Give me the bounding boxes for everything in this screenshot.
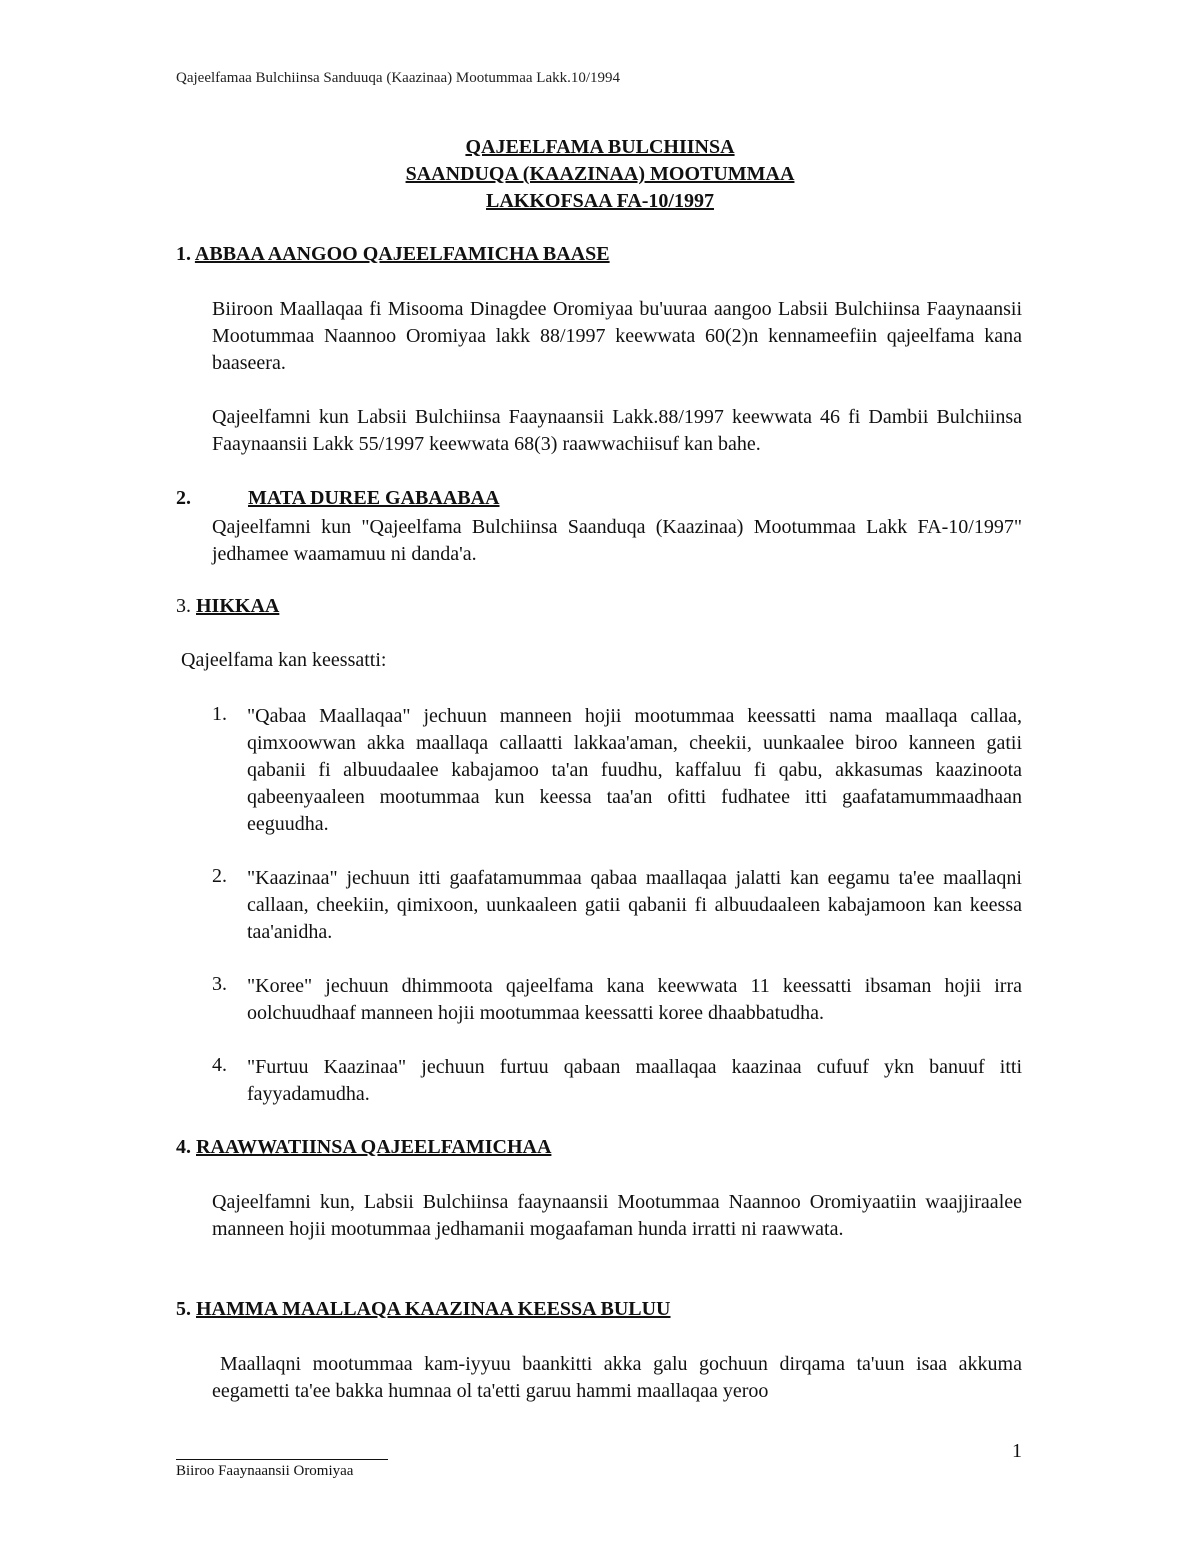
section-1-heading	[176, 243, 610, 266]
list-item-number: 2.	[212, 865, 227, 887]
list-item-number: 4.	[212, 1054, 227, 1076]
document-title-line-2: SAANDUQA (KAAZINAA) MOOTUMMAA	[405, 163, 795, 185]
section-4-paragraph-1: Qajeelfamni kun, Labsii Bulchiinsa faaynaansii Mootummaa Naannoo Oromiyaatiin waajjiraalee manneen hojii mootummaa jedhamanii mogaafaman hunda irratti ni raawwata.	[212, 1191, 1022, 1240]
list-item: "Qabaa Maallaqaa" jechuun manneen hojii mootummaa keessatti nama maallaqa callaa, qimxoowwan akka maallaqa callaatti lakkaa'aman, cheekii, uunkaalee biroo kanneen gatii qabanii fi albuudaalee kabajamoo ta'an fuudhu, kaffaluu fi qabu, akkasumas kaazinoota qabeenyaaleen mootummaa kun keessa taa'an ofitti fudhatee itti gaafatamummaadhaan eeguudha.	[247, 705, 1022, 835]
section-title: HIKKAA	[196, 595, 280, 617]
list-item: "Kaazinaa" jechuun itti gaafatamummaa qabaa maallaqaa jalatti kan eegamu ta'ee maallaqni callaan, cheekiin, qimixoon, uunkaaleen gatii qabanii fi albuudaaleen kabajamoon kan keessa taa'anidha.	[247, 867, 1022, 943]
footer-divider	[176, 1459, 388, 1460]
section-number: 3.	[176, 595, 191, 617]
list-item-number: 3.	[212, 973, 227, 995]
section-1-paragraph-2: Qajeelfamni kun Labsii Bulchiinsa Faaynaansii Lakk.88/1997 keewwata 46 fi Dambii Bulchiinsa Faaynaansii Lakk 55/1997 keewwata 68(3) raawwachiisuf kan bahe.	[212, 406, 1022, 455]
section-2-heading	[176, 487, 500, 510]
section-1-paragraph-1: Biiroon Maallaqaa fi Misooma Dinagdee Oromiyaa bu'uuraa aangoo Labsii Bulchiinsa Faaynaansii Mootummaa Naannoo Oromiyaa lakk 88/1997 keewwata 60(2)n kennameefiin qajeelfama kana baaseera.	[212, 298, 1022, 374]
list-item: "Koree" jechuun dhimmoota qajeelfama kana keewwata 11 keessatti ibsaman hojii irra oolchuudhaaf manneen hojii mootummaa keessatti koree dhaabbatudha.	[247, 975, 1022, 1024]
section-title: RAAWWATIINSA QAJEELFAMICHAA	[196, 1136, 552, 1158]
section-2-paragraph-1: Qajeelfamni kun "Qajeelfama Bulchiinsa Saanduqa (Kaazinaa) Mootummaa Lakk FA-10/1997" jedhamee waamamuu ni danda'a.	[212, 516, 1022, 565]
section-5-paragraph-1: Maallaqni mootummaa kam-iyyuu baankitti akka galu gochuun dirqama ta'uun isaa akkuma eegametti ta'ee bakka humnaa ol ta'etti garuu hammi maallaqaa yeroo	[212, 1353, 1022, 1402]
section-title: MATA DUREE GABAABAA	[248, 487, 500, 509]
running-header: Qajeelfamaa Bulchiinsa Sanduuqa (Kaazinaa) Mootummaa Lakk.10/1994	[176, 70, 621, 86]
section-number: 4.	[176, 1136, 191, 1158]
section-3-intro: Qajeelfama kan keessatti:	[181, 649, 387, 671]
list-item-number: 1.	[212, 703, 227, 725]
footer-office: Biiroo Faaynaansii Oromiyaa	[176, 1463, 354, 1479]
list-item: "Furtuu Kaazinaa" jechuun furtuu qabaan maallaqaa kaazinaa cufuuf ykn banuuf itti fayyadamudha.	[247, 1056, 1022, 1105]
document-title-line-1: QAJEELFAMA BULCHIINSA	[465, 136, 735, 158]
section-4-heading	[176, 1136, 551, 1159]
document-title-line-3: LAKKOFSAA FA-10/1997	[486, 190, 714, 212]
section-title: ABBAA AANGOO QAJEELFAMICHA BAASE	[194, 243, 610, 265]
section-title: HAMMA MAALLAQA KAAZINAA KEESSA BULUU	[196, 1298, 671, 1320]
section-number: 1.	[176, 243, 191, 265]
page-number: 1	[1012, 1440, 1022, 1462]
section-3-heading	[176, 595, 279, 618]
section-5-heading	[176, 1298, 671, 1321]
section-number: 2.	[176, 487, 191, 509]
section-number: 5.	[176, 1298, 191, 1320]
